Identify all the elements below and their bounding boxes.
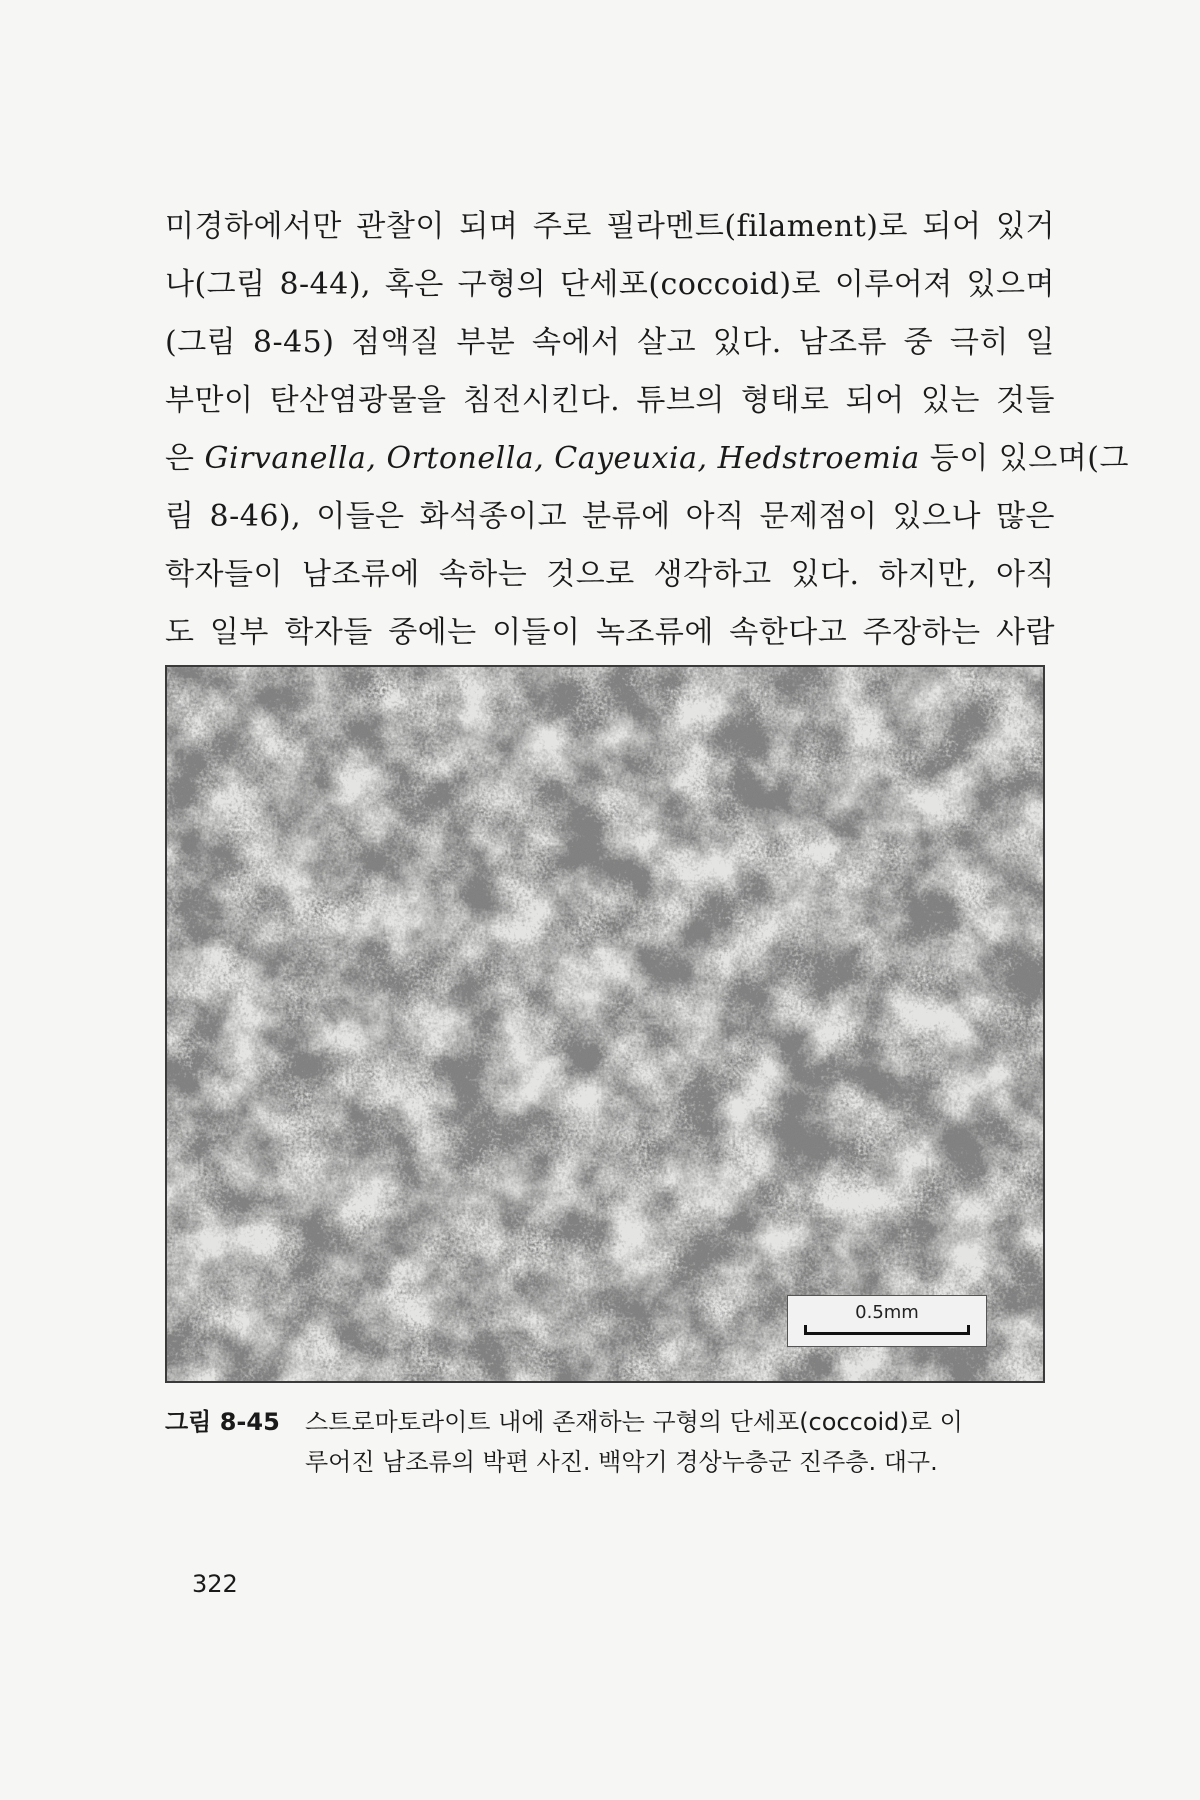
text-line: 도 일부 학자들 중에는 이들이 녹조류에 속한다고 주장하는 사람 [165,615,1055,650]
scale-bar-label: 0.5mm [855,1302,919,1323]
text-segment: 은 [165,441,205,476]
body-paragraph [165,198,1129,720]
taxa-names-italic: Girvanella, Ortonella, Cayeuxia, Hedstroemia [204,441,920,476]
scale-bar-line [804,1332,970,1335]
text-line: (그림 8-45) 점액질 부분 속에서 살고 있다. 남조류 중 극히 일 [165,325,1055,360]
page-number: 322 [192,1570,238,1598]
text-line: 나(그림 8-44), 혹은 구형의 단세포(coccoid)로 이루어져 있으며 [165,267,1055,302]
text-line: 부만이 탄산염광물을 침전시킨다. 튜브의 형태로 되어 있는 것들 [165,383,1055,418]
caption-line: 루어진 남조류의 박편 사진. 백악기 경상누층군 진주층. 대구. [305,1448,938,1476]
micrograph-texture [167,667,1043,1381]
caption-text [305,1402,1057,1482]
text-segment: 등이 있으며(그 [919,441,1129,476]
text-line: 미경하에서만 관찰이 되며 주로 필라멘트(filament)로 되어 있거 [165,209,1055,244]
caption-line: 스트로마토라이트 내에 존재하는 구형의 단세포(coccoid)로 이 [305,1408,963,1436]
text-line: 학자들이 남조류에 속하는 것으로 생각하고 있다. 하지만, 아직 [165,557,1055,592]
text-line-with-taxa [165,430,1129,488]
thin-section-photo [165,665,1045,1383]
text-line: 림 8-46), 이들은 화석종이고 분류에 아직 문제점이 있으나 많은 [165,499,1055,534]
figure-number: 그림 8-45 [165,1408,280,1436]
scale-bar [787,1295,987,1347]
